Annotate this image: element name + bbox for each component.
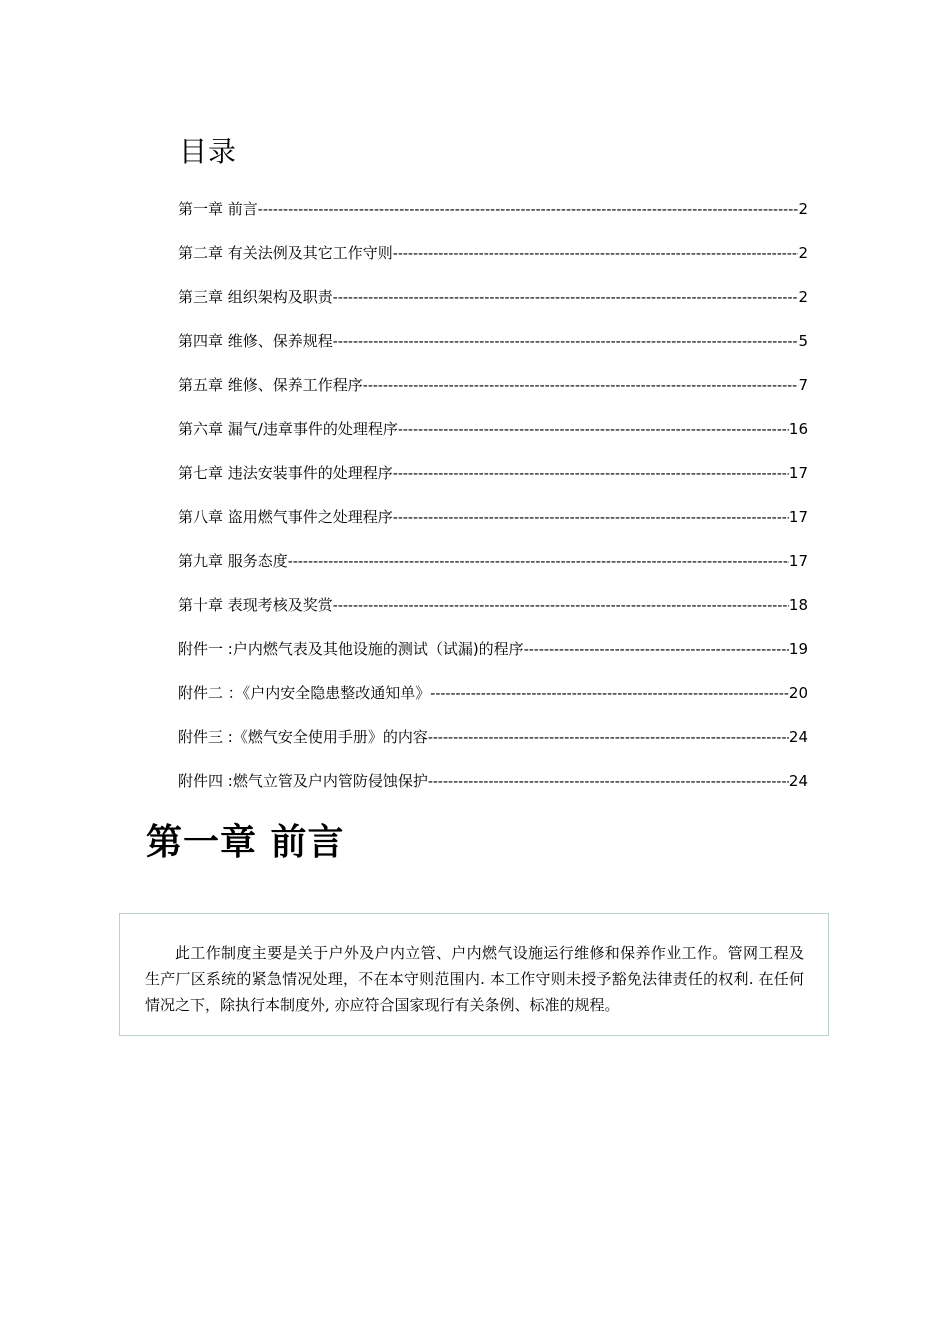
toc-leader-dashes	[393, 506, 789, 530]
toc-leader-dashes	[430, 682, 789, 706]
toc-entry-page-number: 2	[798, 200, 808, 218]
toc-entry-label: 附件四 :燃气立管及户内管防侵蚀保护	[178, 772, 428, 790]
toc-entry[interactable]	[178, 461, 808, 505]
toc-entry-label: 第六章 漏气/违章事件的处理程序	[178, 420, 398, 438]
intro-box	[119, 913, 829, 1036]
toc-list	[178, 197, 808, 813]
toc-leader-dashes	[524, 638, 789, 662]
toc-leader-dashes	[333, 286, 799, 310]
toc-entry-label: 第五章 维修、保养工作程序	[178, 376, 363, 394]
toc-entry-page-number: 17	[788, 464, 808, 482]
toc-entry-page-number: 20	[788, 684, 808, 702]
toc-entry[interactable]	[178, 373, 808, 417]
toc-entry-page-number: 24	[788, 728, 808, 746]
toc-entry[interactable]	[178, 241, 808, 285]
toc-entry-page-number: 19	[788, 640, 808, 658]
toc-entry-page-number: 18	[788, 596, 808, 614]
toc-entry-page-number: 17	[788, 552, 808, 570]
toc-title: 目录	[179, 135, 238, 168]
toc-leader-dashes	[398, 418, 789, 442]
toc-entry-label: 第十章 表现考核及奖赏	[178, 596, 333, 614]
toc-entry[interactable]	[178, 681, 808, 725]
toc-entry-page-number: 17	[788, 508, 808, 526]
toc-entry-page-number: 5	[798, 332, 808, 350]
toc-leader-dashes	[333, 330, 799, 354]
toc-entry[interactable]	[178, 505, 808, 549]
toc-entry[interactable]	[178, 637, 808, 681]
intro-paragraph: 此工作制度主要是关于户外及户内立管、户内燃气设施运行维修和保养作业工作。管网工程及生产厂区系统的紧急情况处理，不在本守则范围内. 本工作守则未授予豁免法律责任的权利. 在任何情况之下，除执行本制度外, 亦应符合国家现行有关条例、标准的规程。	[145, 944, 804, 1014]
toc-entry[interactable]	[178, 769, 808, 813]
toc-entry-label: 第八章 盗用燃气事件之处理程序	[178, 508, 393, 526]
toc-leader-dashes	[428, 726, 789, 750]
toc-leader-dashes	[363, 374, 799, 398]
toc-entry-label: 第九章 服务态度	[178, 552, 288, 570]
toc-entry-label: 附件一 :户内燃气表及其他设施的测试（试漏)的程序	[178, 640, 524, 658]
chapter-heading: 第一章 前言	[146, 822, 345, 863]
toc-leader-dashes	[428, 770, 789, 794]
toc-entry[interactable]	[178, 417, 808, 461]
toc-leader-dashes	[333, 594, 789, 618]
toc-entry-label: 附件二 ：《户内安全隐患整改通知单》	[178, 684, 431, 702]
toc-entry-label: 第二章 有关法例及其它工作守则	[178, 244, 393, 262]
toc-entry[interactable]	[178, 285, 808, 329]
toc-leader-dashes	[258, 198, 799, 222]
toc-entry-page-number: 7	[798, 376, 808, 394]
toc-entry[interactable]	[178, 593, 808, 637]
toc-leader-dashes	[288, 550, 789, 574]
toc-entry-label: 第三章 组织架构及职责	[178, 288, 333, 306]
toc-entry-label: 第一章 前言	[178, 200, 258, 218]
toc-entry-label: 第七章 违法安装事件的处理程序	[178, 464, 393, 482]
toc-leader-dashes	[393, 462, 789, 486]
toc-entry[interactable]	[178, 197, 808, 241]
toc-entry-page-number: 16	[788, 420, 808, 438]
toc-entry[interactable]	[178, 549, 808, 593]
toc-entry-page-number: 2	[798, 288, 808, 306]
toc-entry-label: 第四章 维修、保养规程	[178, 332, 333, 350]
toc-entry-page-number: 2	[798, 244, 808, 262]
toc-entry[interactable]	[178, 329, 808, 373]
toc-entry-label: 附件三 :《燃气安全使用手册》的内容	[178, 728, 428, 746]
toc-entry-page-number: 24	[788, 772, 808, 790]
toc-leader-dashes	[393, 242, 799, 266]
toc-entry[interactable]	[178, 725, 808, 769]
